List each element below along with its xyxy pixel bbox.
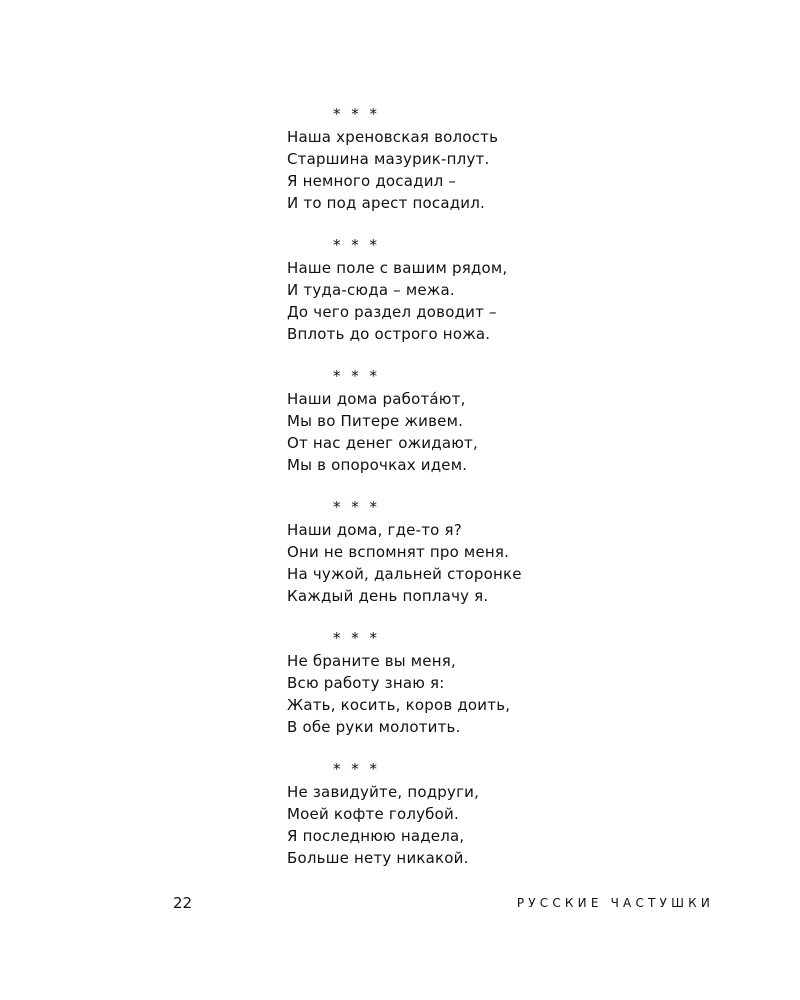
verse-line: В обе руки молотить. xyxy=(287,718,461,736)
verse-line: Больше нету никакой. xyxy=(287,849,469,867)
verse-line: И туда-сюда – межа. xyxy=(287,281,455,299)
verse-line: Мы в опорочках идем. xyxy=(287,456,468,474)
stanza-5 xyxy=(287,628,707,738)
verse-line: Не браните вы меня, xyxy=(287,652,456,670)
verse-line: Вплоть до острого ножа. xyxy=(287,325,491,343)
verse-line: Мы во Питере живем. xyxy=(287,412,464,430)
verse-line: Жать, косить, коров доить, xyxy=(287,696,511,714)
verse-line: Они не вспомнят про меня. xyxy=(287,543,510,561)
verse-line: Моей кофте голубой. xyxy=(287,805,459,823)
stanza-separator: * * * xyxy=(333,105,381,123)
verse-line: До чего раздел доводит – xyxy=(287,303,497,321)
verse-line: На чужой, дальней сторонке xyxy=(287,565,522,583)
verse-line: Наше поле с вашим рядом, xyxy=(287,259,508,277)
verse-line: Старшина мазурик-плут. xyxy=(287,150,490,168)
verse-line: От нас денег ожидают, xyxy=(287,434,478,452)
verse-line: Каждый день поплачу я. xyxy=(287,587,489,605)
verse-line: Наши дома, где-то я? xyxy=(287,521,462,539)
verse-line: Наши дома работа́ют, xyxy=(287,390,466,408)
poem-column xyxy=(287,104,707,890)
verse-line: Я немного досадил – xyxy=(287,172,457,190)
verse-line: Всю работу знаю я: xyxy=(287,674,445,692)
stanza-4 xyxy=(287,497,707,607)
verse-line: Наша хреновская волость xyxy=(287,128,499,146)
verse-line: Не завидуйте, подруги, xyxy=(287,783,480,801)
running-footer-title: РУССКИЕ ЧАСТУШКИ xyxy=(516,896,714,910)
stanza-6 xyxy=(287,759,707,869)
stanza-separator: * * * xyxy=(333,629,381,647)
stanza-1 xyxy=(287,104,707,214)
stanza-3 xyxy=(287,366,707,476)
stanza-separator: * * * xyxy=(333,498,381,516)
stanza-separator: * * * xyxy=(333,760,381,778)
verse-line: И то под арест посадил. xyxy=(287,194,485,212)
verse-line: Я последнюю надела, xyxy=(287,827,465,845)
stanza-2 xyxy=(287,235,707,345)
stanza-separator: * * * xyxy=(333,367,381,385)
stanza-separator: * * * xyxy=(333,236,381,254)
page-number: 22 xyxy=(173,894,193,912)
